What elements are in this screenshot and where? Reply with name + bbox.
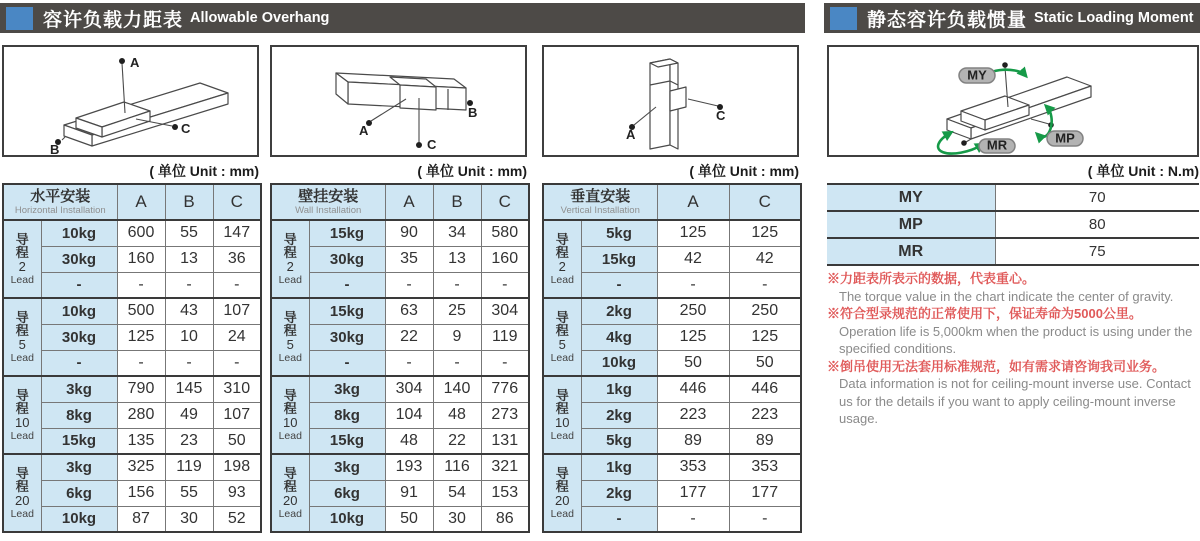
table-row xyxy=(543,402,801,428)
value-cell: 86 xyxy=(481,506,529,532)
value-cell: - xyxy=(657,506,729,532)
blue-square-icon xyxy=(830,7,857,30)
table-row xyxy=(3,376,261,402)
weight-cell: 15kg xyxy=(581,246,657,272)
col-header-b: B xyxy=(165,184,213,220)
weight-cell: 1kg xyxy=(581,376,657,402)
value-cell: 160 xyxy=(481,246,529,272)
value-cell: 147 xyxy=(213,220,261,246)
vertical-rail-drawing xyxy=(544,47,797,155)
value-cell: 325 xyxy=(117,454,165,480)
value-cell: 223 xyxy=(657,402,729,428)
weight-cell: - xyxy=(581,272,657,298)
static-moment-table xyxy=(827,183,1199,266)
table-row xyxy=(271,480,529,506)
section-title-zh: 容许负载力距表 xyxy=(43,9,184,31)
value-cell: - xyxy=(433,272,481,298)
value-cell: 160 xyxy=(117,246,165,272)
value-cell: 49 xyxy=(165,402,213,428)
value-cell: 321 xyxy=(481,454,529,480)
table-row xyxy=(271,376,529,402)
value-cell: - xyxy=(729,272,801,298)
value-cell: 50 xyxy=(657,350,729,376)
value-cell: 304 xyxy=(385,376,433,402)
col-header-a: A xyxy=(657,184,729,220)
table-row xyxy=(271,298,529,324)
lead-group-label: 导 程 20 Lead xyxy=(543,454,581,532)
value-cell: 90 xyxy=(385,220,433,246)
value-cell: 131 xyxy=(481,428,529,454)
label-mp: MP xyxy=(1055,130,1075,146)
table-row xyxy=(271,324,529,350)
wall-installation-diagram xyxy=(270,45,527,157)
footnotes xyxy=(827,270,1199,428)
weight-cell: 6kg xyxy=(41,480,117,506)
value-cell: - xyxy=(481,272,529,298)
unit-label-mm: ( 单位 Unit : mm) xyxy=(417,163,527,179)
value-cell: 125 xyxy=(657,220,729,246)
value-cell: 91 xyxy=(385,480,433,506)
moment-value: 70 xyxy=(995,184,1199,211)
value-cell: 30 xyxy=(433,506,481,532)
col-header-a: A xyxy=(385,184,433,220)
rail-drawing xyxy=(336,73,466,110)
table-row xyxy=(271,506,529,532)
lead-group-label: 导 程 5 Lead xyxy=(543,298,581,376)
value-cell: 9 xyxy=(433,324,481,350)
label-a: A xyxy=(130,55,140,70)
weight-cell: - xyxy=(309,272,385,298)
table-row xyxy=(271,246,529,272)
value-cell: 87 xyxy=(117,506,165,532)
table-row xyxy=(827,238,1199,265)
table-row xyxy=(271,402,529,428)
value-cell: 193 xyxy=(385,454,433,480)
value-cell: 35 xyxy=(385,246,433,272)
value-cell: 177 xyxy=(657,480,729,506)
weight-cell: 3kg xyxy=(309,454,385,480)
table-row xyxy=(543,376,801,402)
table-row xyxy=(271,272,529,298)
table-row xyxy=(827,211,1199,238)
table-row xyxy=(3,272,261,298)
value-cell: 156 xyxy=(117,480,165,506)
note-en: Data information is not for ceiling-mount inverse use. Contact us for the details if you want to apply ceiling-mount inverse usage. xyxy=(839,376,1191,426)
table-row xyxy=(543,428,801,454)
value-cell: 119 xyxy=(481,324,529,350)
value-cell: 446 xyxy=(729,376,801,402)
value-cell: 125 xyxy=(117,324,165,350)
value-cell: 153 xyxy=(481,480,529,506)
moment-label: MR xyxy=(827,238,995,265)
value-cell: 310 xyxy=(213,376,261,402)
table-row xyxy=(3,324,261,350)
value-cell: 304 xyxy=(481,298,529,324)
table-row xyxy=(827,184,1199,211)
weight-cell: - xyxy=(41,272,117,298)
value-cell: - xyxy=(385,350,433,376)
table-title-zh: 壁挂安装 xyxy=(298,188,359,205)
lead-group-label: 导 程 2 Lead xyxy=(271,220,309,298)
value-cell: 104 xyxy=(385,402,433,428)
table-row xyxy=(543,298,801,324)
wall-rail-drawing xyxy=(272,47,525,155)
weight-cell: 30kg xyxy=(309,324,385,350)
value-cell: 55 xyxy=(165,480,213,506)
weight-cell: 3kg xyxy=(41,454,117,480)
table-title-en: Vertical Installation xyxy=(560,205,640,216)
col-header-c: C xyxy=(481,184,529,220)
value-cell: 10 xyxy=(165,324,213,350)
table-row xyxy=(543,454,801,480)
unit-label-mm: ( 单位 Unit : mm) xyxy=(149,163,259,179)
table-row xyxy=(543,272,801,298)
value-cell: 353 xyxy=(657,454,729,480)
value-cell: 125 xyxy=(729,324,801,350)
table-title xyxy=(271,184,385,220)
value-cell: 125 xyxy=(657,324,729,350)
weight-cell: 10kg xyxy=(41,298,117,324)
table-row xyxy=(271,350,529,376)
weight-cell: 2kg xyxy=(581,298,657,324)
label-mr: MR xyxy=(986,137,1008,153)
lead-group-label: 导 程 20 Lead xyxy=(3,454,41,532)
wall-installation-table xyxy=(270,183,530,533)
rail-drawing xyxy=(650,59,686,149)
col-header-c: C xyxy=(729,184,801,220)
value-cell: - xyxy=(213,272,261,298)
weight-cell: - xyxy=(581,506,657,532)
weight-cell: 30kg xyxy=(309,246,385,272)
moment-label: MY xyxy=(827,184,995,211)
lead-group-label: 导 程 2 Lead xyxy=(543,220,581,298)
value-cell: 42 xyxy=(657,246,729,272)
value-cell: 13 xyxy=(433,246,481,272)
label-c: C xyxy=(181,121,191,136)
vertical-installation-diagram xyxy=(542,45,799,157)
moment-value: 80 xyxy=(995,211,1199,238)
col-header-b: B xyxy=(433,184,481,220)
weight-cell: 1kg xyxy=(581,454,657,480)
value-cell: 43 xyxy=(165,298,213,324)
label-a: A xyxy=(359,123,369,138)
weight-cell: 15kg xyxy=(41,428,117,454)
note-zh: ※符合型录规范的正常使用下，保证寿命为5000公里。 xyxy=(827,306,1142,321)
value-cell: 42 xyxy=(729,246,801,272)
lead-group-label: 导 程 10 Lead xyxy=(3,376,41,454)
lead-group-label: 导 程 5 Lead xyxy=(3,298,41,376)
section-header-allowable-overhang xyxy=(0,3,805,33)
value-cell: - xyxy=(385,272,433,298)
value-cell: 50 xyxy=(729,350,801,376)
section-title-en: Allowable Overhang xyxy=(190,10,330,26)
rail-drawing xyxy=(64,83,228,146)
table-row xyxy=(543,324,801,350)
weight-cell: 10kg xyxy=(41,506,117,532)
note-en: The torque value in the chart indicate the center of gravity. xyxy=(839,288,1174,304)
value-cell: 446 xyxy=(657,376,729,402)
weight-cell: 8kg xyxy=(41,402,117,428)
value-cell: 50 xyxy=(385,506,433,532)
col-header-c: C xyxy=(213,184,261,220)
note-en: Operation life is 5,000km when the product is using under the specified conditions. xyxy=(839,323,1193,356)
value-cell: 250 xyxy=(657,298,729,324)
value-cell: 119 xyxy=(165,454,213,480)
value-cell: - xyxy=(481,350,529,376)
weight-cell: 15kg xyxy=(309,220,385,246)
horizontal-rail-drawing xyxy=(4,47,257,155)
value-cell: - xyxy=(729,506,801,532)
weight-cell: 15kg xyxy=(309,428,385,454)
value-cell: 198 xyxy=(213,454,261,480)
horizontal-installation-table xyxy=(2,183,262,533)
lead-group-label: 导 程 10 Lead xyxy=(543,376,581,454)
table-row xyxy=(3,428,261,454)
unit-label-mm: ( 单位 Unit : mm) xyxy=(689,163,799,179)
value-cell: 223 xyxy=(729,402,801,428)
value-cell: 580 xyxy=(481,220,529,246)
weight-cell: 30kg xyxy=(41,246,117,272)
weight-cell: 15kg xyxy=(309,298,385,324)
note-zh: ※倒吊使用无法套用标准规范，如有需求请咨询我司业务。 xyxy=(827,358,1166,374)
label-a: A xyxy=(626,127,636,142)
table-row xyxy=(3,298,261,324)
value-cell: 22 xyxy=(385,324,433,350)
value-cell: 48 xyxy=(385,428,433,454)
table-row xyxy=(271,428,529,454)
label-b: B xyxy=(468,105,478,120)
value-cell: 500 xyxy=(117,298,165,324)
value-cell: 140 xyxy=(433,376,481,402)
table-title xyxy=(543,184,657,220)
table-title-en: Horizontal Installation xyxy=(14,205,106,216)
table-title-zh: 垂直安装 xyxy=(570,188,631,205)
weight-cell: 5kg xyxy=(581,428,657,454)
lead-group-label: 导 程 2 Lead xyxy=(3,220,41,298)
value-cell: - xyxy=(433,350,481,376)
table-row xyxy=(3,350,261,376)
value-cell: 34 xyxy=(433,220,481,246)
weight-cell: 5kg xyxy=(581,220,657,246)
weight-cell: 10kg xyxy=(41,220,117,246)
weight-cell: 3kg xyxy=(309,376,385,402)
col-header-a: A xyxy=(117,184,165,220)
blue-square-icon xyxy=(6,7,33,30)
weight-cell: - xyxy=(41,350,117,376)
value-cell: 353 xyxy=(729,454,801,480)
table-title-en: Wall Installation xyxy=(295,205,362,216)
moment-label: MP xyxy=(827,211,995,238)
value-cell: 177 xyxy=(729,480,801,506)
value-cell: 23 xyxy=(165,428,213,454)
weight-cell: 30kg xyxy=(41,324,117,350)
value-cell: - xyxy=(117,272,165,298)
moment-value: 75 xyxy=(995,238,1199,265)
value-cell: 145 xyxy=(165,376,213,402)
value-cell: 36 xyxy=(213,246,261,272)
value-cell: 250 xyxy=(729,298,801,324)
weight-cell: 6kg xyxy=(309,480,385,506)
table-title xyxy=(3,184,117,220)
value-cell: 116 xyxy=(433,454,481,480)
value-cell: 790 xyxy=(117,376,165,402)
value-cell: 273 xyxy=(481,402,529,428)
value-cell: 89 xyxy=(657,428,729,454)
lead-group-label: 导 程 10 Lead xyxy=(271,376,309,454)
lead-group-label: 导 程 5 Lead xyxy=(271,298,309,376)
label-c: C xyxy=(716,108,726,123)
value-cell: - xyxy=(165,272,213,298)
section-title-en: Static Loading Moment xyxy=(1034,10,1194,26)
value-cell: 93 xyxy=(213,480,261,506)
value-cell: 107 xyxy=(213,402,261,428)
static-moment-diagram xyxy=(827,45,1199,157)
value-cell: - xyxy=(165,350,213,376)
value-cell: 48 xyxy=(433,402,481,428)
value-cell: 30 xyxy=(165,506,213,532)
section-title-zh: 静态容许负载惯量 xyxy=(867,9,1028,31)
value-cell: 13 xyxy=(165,246,213,272)
weight-cell: 10kg xyxy=(309,506,385,532)
table-row xyxy=(3,506,261,532)
weight-cell: 10kg xyxy=(581,350,657,376)
value-cell: 52 xyxy=(213,506,261,532)
table-row xyxy=(543,220,801,246)
table-row xyxy=(3,480,261,506)
value-cell: 24 xyxy=(213,324,261,350)
unit-label-nm: ( 单位 Unit : N.m) xyxy=(1087,163,1199,179)
weight-cell: 2kg xyxy=(581,402,657,428)
table-row xyxy=(543,480,801,506)
vertical-installation-table xyxy=(542,183,802,533)
table-row xyxy=(543,506,801,532)
value-cell: 89 xyxy=(729,428,801,454)
horizontal-installation-diagram xyxy=(2,45,259,157)
table-row xyxy=(271,454,529,480)
weight-cell: 8kg xyxy=(309,402,385,428)
weight-cell: 4kg xyxy=(581,324,657,350)
value-cell: 600 xyxy=(117,220,165,246)
value-cell: 25 xyxy=(433,298,481,324)
weight-cell: 2kg xyxy=(581,480,657,506)
table-row xyxy=(271,220,529,246)
value-cell: 63 xyxy=(385,298,433,324)
table-row xyxy=(543,246,801,272)
table-row xyxy=(3,402,261,428)
value-cell: 50 xyxy=(213,428,261,454)
value-cell: - xyxy=(213,350,261,376)
label-c: C xyxy=(427,137,437,152)
table-row xyxy=(543,350,801,376)
value-cell: 22 xyxy=(433,428,481,454)
value-cell: 125 xyxy=(729,220,801,246)
value-cell: 776 xyxy=(481,376,529,402)
value-cell: 54 xyxy=(433,480,481,506)
table-row xyxy=(3,246,261,272)
value-cell: - xyxy=(117,350,165,376)
weight-cell: 3kg xyxy=(41,376,117,402)
table-row xyxy=(3,220,261,246)
value-cell: - xyxy=(657,272,729,298)
lead-group-label: 导 程 20 Lead xyxy=(271,454,309,532)
label-my: MY xyxy=(967,67,987,83)
table-row xyxy=(3,454,261,480)
value-cell: 55 xyxy=(165,220,213,246)
table-title-zh: 水平安装 xyxy=(30,188,91,205)
weight-cell: - xyxy=(309,350,385,376)
label-b: B xyxy=(50,142,60,155)
value-cell: 280 xyxy=(117,402,165,428)
value-cell: 135 xyxy=(117,428,165,454)
value-cell: 107 xyxy=(213,298,261,324)
moment-rail-drawing xyxy=(829,47,1197,155)
section-header-static-loading-moment xyxy=(824,3,1200,33)
note-zh: ※力距表所表示的数据，代表重心。 xyxy=(827,271,1036,286)
